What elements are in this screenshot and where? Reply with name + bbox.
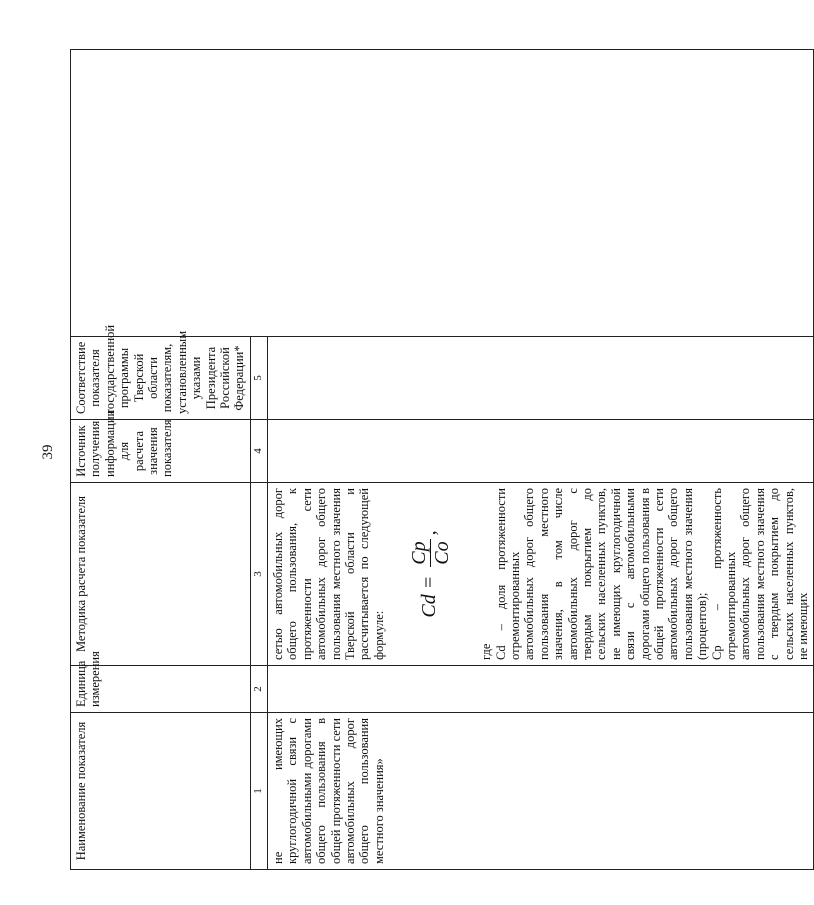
indicator-name-cell: не имеющих круглогодичной связи с автомобильными дорогами общего пользования в общей протяженности сети автомобильных дорог общего пользования местного значения» (267, 713, 814, 870)
definition-cd: Cd – доля протяженности отремонтированных автомобильных дорог общего пользования местного значения, в том числе автомобильных дорог с твердым покрытием до сельских населенных пунктов, не имеющих круглогодичной связи с автомобильными дорогами общего пользования в общей протяженности сети автомобильных дорог общего пользования местного значения (процентов); (493, 488, 710, 660)
method-intro-text: сетью автомобильных дорог общего пользования, к протяженности сети автомобильных дорог общего пользования местного значения Тверской области и рассчитывается по следующей формуле: (270, 488, 386, 660)
compliance-cell (267, 337, 814, 420)
header-row (71, 50, 251, 870)
where-text: где (479, 643, 494, 660)
rotated-page-area (70, 50, 811, 870)
definition-cp: Cp – протяженность отремонтированных автомобильных дорог общего пользования местного значения с твердым покрытием до сельских населенных пунктов, не имеющих (709, 488, 811, 660)
empty-column (71, 50, 814, 337)
header-compliance: Соответствие показателя государственной программы Тверской области показателям, установленным указами Президента Российской Федерации* (71, 337, 251, 420)
indicator-table (70, 49, 814, 870)
rotated-table-container (70, 50, 811, 870)
header-unit: Единица измерения (71, 666, 251, 713)
method-cell (267, 483, 814, 666)
unit-cell (267, 666, 814, 713)
column-number-1: 1 (250, 713, 267, 870)
column-number-3: 3 (250, 483, 267, 666)
header-source: Источник получения информации для расчета значения показателя (71, 420, 251, 483)
page-number: 39 (40, 444, 56, 460)
header-method: Методика расчета показателя (71, 483, 251, 666)
formula-denominator: Co (431, 541, 454, 565)
column-number-5: 5 (250, 337, 267, 420)
header-indicator-name: Наименование показателя (71, 713, 251, 870)
column-number-4: 4 (250, 420, 267, 483)
formula (408, 488, 453, 660)
formula-numerator: Cp (408, 541, 431, 565)
source-cell (267, 420, 814, 483)
formula-lhs: Cd = (418, 575, 441, 618)
formula-tail: , (418, 530, 441, 536)
formula-fraction (408, 539, 453, 566)
column-number-2: 2 (250, 666, 267, 713)
